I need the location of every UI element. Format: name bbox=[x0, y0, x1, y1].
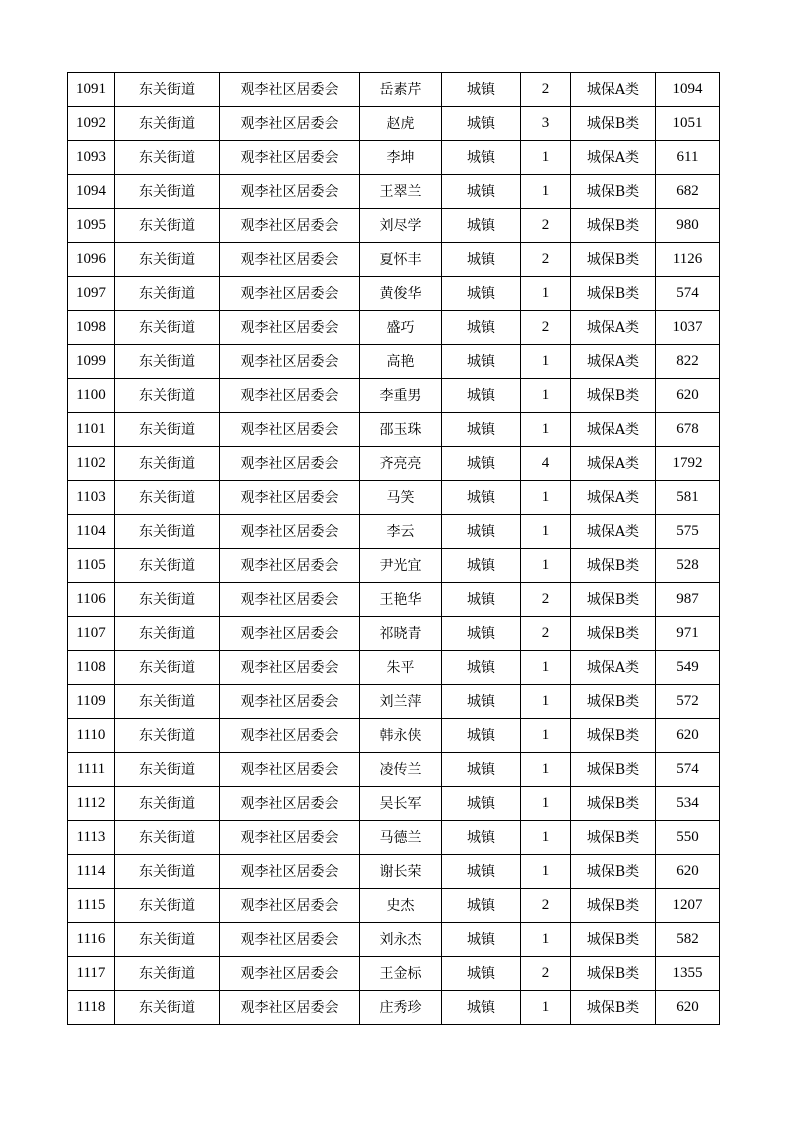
cell-household-size: 1 bbox=[521, 651, 571, 685]
cell-serial-number: 1096 bbox=[68, 243, 115, 277]
table-row bbox=[68, 753, 720, 787]
cell-household-size: 2 bbox=[521, 617, 571, 651]
cell-serial-number: 1103 bbox=[68, 481, 115, 515]
cell-street: 东关街道 bbox=[115, 923, 220, 957]
cell-street: 东关街道 bbox=[115, 855, 220, 889]
table-row bbox=[68, 855, 720, 889]
cell-household-size: 4 bbox=[521, 447, 571, 481]
table-row bbox=[68, 175, 720, 209]
cell-amount: 987 bbox=[656, 583, 720, 617]
table-row bbox=[68, 651, 720, 685]
cell-committee: 观李社区居委会 bbox=[220, 753, 360, 787]
cell-amount: 1051 bbox=[656, 107, 720, 141]
cell-household-size: 1 bbox=[521, 345, 571, 379]
table-row bbox=[68, 107, 720, 141]
cell-person-name: 王翠兰 bbox=[360, 175, 442, 209]
cell-serial-number: 1094 bbox=[68, 175, 115, 209]
cell-committee: 观李社区居委会 bbox=[220, 685, 360, 719]
cell-committee: 观李社区居委会 bbox=[220, 617, 360, 651]
table-row bbox=[68, 787, 720, 821]
cell-area-type: 城镇 bbox=[442, 923, 521, 957]
cell-area-type: 城镇 bbox=[442, 685, 521, 719]
table-row bbox=[68, 923, 720, 957]
cell-area-type: 城镇 bbox=[442, 855, 521, 889]
cell-area-type: 城镇 bbox=[442, 345, 521, 379]
table-row bbox=[68, 345, 720, 379]
cell-household-size: 1 bbox=[521, 855, 571, 889]
cell-amount: 572 bbox=[656, 685, 720, 719]
cell-person-name: 庄秀珍 bbox=[360, 991, 442, 1025]
cell-amount: 582 bbox=[656, 923, 720, 957]
cell-person-name: 夏怀丰 bbox=[360, 243, 442, 277]
cell-area-type: 城镇 bbox=[442, 957, 521, 991]
cell-area-type: 城镇 bbox=[442, 175, 521, 209]
cell-area-type: 城镇 bbox=[442, 413, 521, 447]
cell-person-name: 李重男 bbox=[360, 379, 442, 413]
cell-category: 城保A类 bbox=[571, 447, 656, 481]
cell-street: 东关街道 bbox=[115, 651, 220, 685]
table-row bbox=[68, 379, 720, 413]
cell-person-name: 马笑 bbox=[360, 481, 442, 515]
cell-person-name: 刘尽学 bbox=[360, 209, 442, 243]
cell-person-name: 朱平 bbox=[360, 651, 442, 685]
cell-street: 东关街道 bbox=[115, 379, 220, 413]
table-row bbox=[68, 73, 720, 107]
cell-area-type: 城镇 bbox=[442, 73, 521, 107]
cell-category: 城保B类 bbox=[571, 821, 656, 855]
cell-household-size: 2 bbox=[521, 73, 571, 107]
cell-person-name: 凌传兰 bbox=[360, 753, 442, 787]
table-row bbox=[68, 957, 720, 991]
cell-category: 城保A类 bbox=[571, 651, 656, 685]
cell-household-size: 2 bbox=[521, 311, 571, 345]
cell-person-name: 黄俊华 bbox=[360, 277, 442, 311]
cell-serial-number: 1117 bbox=[68, 957, 115, 991]
relief-roster-table bbox=[67, 72, 720, 1025]
cell-area-type: 城镇 bbox=[442, 617, 521, 651]
cell-committee: 观李社区居委会 bbox=[220, 787, 360, 821]
cell-committee: 观李社区居委会 bbox=[220, 107, 360, 141]
cell-amount: 574 bbox=[656, 753, 720, 787]
cell-street: 东关街道 bbox=[115, 73, 220, 107]
cell-serial-number: 1104 bbox=[68, 515, 115, 549]
cell-area-type: 城镇 bbox=[442, 991, 521, 1025]
cell-street: 东关街道 bbox=[115, 515, 220, 549]
table-row bbox=[68, 719, 720, 753]
cell-category: 城保B类 bbox=[571, 617, 656, 651]
cell-committee: 观李社区居委会 bbox=[220, 821, 360, 855]
cell-serial-number: 1099 bbox=[68, 345, 115, 379]
cell-street: 东关街道 bbox=[115, 787, 220, 821]
cell-household-size: 1 bbox=[521, 379, 571, 413]
cell-person-name: 史杰 bbox=[360, 889, 442, 923]
cell-category: 城保A类 bbox=[571, 345, 656, 379]
cell-category: 城保B类 bbox=[571, 685, 656, 719]
cell-area-type: 城镇 bbox=[442, 549, 521, 583]
cell-category: 城保B类 bbox=[571, 719, 656, 753]
cell-amount: 1037 bbox=[656, 311, 720, 345]
table-row bbox=[68, 311, 720, 345]
cell-serial-number: 1110 bbox=[68, 719, 115, 753]
cell-committee: 观李社区居委会 bbox=[220, 889, 360, 923]
cell-category: 城保B类 bbox=[571, 277, 656, 311]
cell-area-type: 城镇 bbox=[442, 719, 521, 753]
table-row bbox=[68, 583, 720, 617]
cell-amount: 534 bbox=[656, 787, 720, 821]
cell-amount: 620 bbox=[656, 719, 720, 753]
cell-category: 城保B类 bbox=[571, 379, 656, 413]
table-row bbox=[68, 413, 720, 447]
table-row bbox=[68, 481, 720, 515]
cell-household-size: 1 bbox=[521, 277, 571, 311]
cell-category: 城保B类 bbox=[571, 583, 656, 617]
cell-serial-number: 1106 bbox=[68, 583, 115, 617]
cell-serial-number: 1102 bbox=[68, 447, 115, 481]
cell-household-size: 1 bbox=[521, 991, 571, 1025]
cell-serial-number: 1108 bbox=[68, 651, 115, 685]
cell-household-size: 1 bbox=[521, 923, 571, 957]
cell-category: 城保B类 bbox=[571, 787, 656, 821]
cell-amount: 549 bbox=[656, 651, 720, 685]
cell-category: 城保A类 bbox=[571, 73, 656, 107]
cell-person-name: 盛巧 bbox=[360, 311, 442, 345]
table-row bbox=[68, 243, 720, 277]
cell-area-type: 城镇 bbox=[442, 277, 521, 311]
cell-committee: 观李社区居委会 bbox=[220, 957, 360, 991]
cell-amount: 550 bbox=[656, 821, 720, 855]
cell-serial-number: 1113 bbox=[68, 821, 115, 855]
cell-amount: 678 bbox=[656, 413, 720, 447]
cell-serial-number: 1109 bbox=[68, 685, 115, 719]
cell-serial-number: 1097 bbox=[68, 277, 115, 311]
cell-amount: 528 bbox=[656, 549, 720, 583]
cell-person-name: 赵虎 bbox=[360, 107, 442, 141]
cell-committee: 观李社区居委会 bbox=[220, 175, 360, 209]
cell-household-size: 2 bbox=[521, 957, 571, 991]
table-row bbox=[68, 889, 720, 923]
cell-category: 城保B类 bbox=[571, 753, 656, 787]
cell-household-size: 1 bbox=[521, 515, 571, 549]
cell-amount: 575 bbox=[656, 515, 720, 549]
cell-street: 东关街道 bbox=[115, 345, 220, 379]
cell-person-name: 马德兰 bbox=[360, 821, 442, 855]
table-row bbox=[68, 685, 720, 719]
cell-serial-number: 1098 bbox=[68, 311, 115, 345]
table-row bbox=[68, 821, 720, 855]
cell-street: 东关街道 bbox=[115, 821, 220, 855]
cell-serial-number: 1107 bbox=[68, 617, 115, 651]
cell-area-type: 城镇 bbox=[442, 821, 521, 855]
cell-area-type: 城镇 bbox=[442, 651, 521, 685]
cell-person-name: 王金标 bbox=[360, 957, 442, 991]
cell-serial-number: 1095 bbox=[68, 209, 115, 243]
cell-serial-number: 1111 bbox=[68, 753, 115, 787]
cell-serial-number: 1101 bbox=[68, 413, 115, 447]
cell-area-type: 城镇 bbox=[442, 311, 521, 345]
cell-household-size: 2 bbox=[521, 889, 571, 923]
cell-household-size: 1 bbox=[521, 413, 571, 447]
cell-street: 东关街道 bbox=[115, 107, 220, 141]
cell-person-name: 岳素芹 bbox=[360, 73, 442, 107]
cell-amount: 611 bbox=[656, 141, 720, 175]
cell-serial-number: 1118 bbox=[68, 991, 115, 1025]
cell-area-type: 城镇 bbox=[442, 379, 521, 413]
cell-amount: 574 bbox=[656, 277, 720, 311]
cell-person-name: 刘兰萍 bbox=[360, 685, 442, 719]
cell-committee: 观李社区居委会 bbox=[220, 209, 360, 243]
cell-amount: 1792 bbox=[656, 447, 720, 481]
cell-serial-number: 1115 bbox=[68, 889, 115, 923]
cell-street: 东关街道 bbox=[115, 889, 220, 923]
cell-street: 东关街道 bbox=[115, 413, 220, 447]
cell-household-size: 1 bbox=[521, 753, 571, 787]
cell-committee: 观李社区居委会 bbox=[220, 345, 360, 379]
cell-household-size: 1 bbox=[521, 481, 571, 515]
cell-area-type: 城镇 bbox=[442, 889, 521, 923]
cell-household-size: 1 bbox=[521, 685, 571, 719]
table-row bbox=[68, 277, 720, 311]
cell-committee: 观李社区居委会 bbox=[220, 515, 360, 549]
cell-committee: 观李社区居委会 bbox=[220, 651, 360, 685]
cell-area-type: 城镇 bbox=[442, 787, 521, 821]
cell-category: 城保B类 bbox=[571, 175, 656, 209]
cell-committee: 观李社区居委会 bbox=[220, 311, 360, 345]
cell-amount: 1207 bbox=[656, 889, 720, 923]
cell-category: 城保B类 bbox=[571, 243, 656, 277]
cell-street: 东关街道 bbox=[115, 957, 220, 991]
cell-household-size: 1 bbox=[521, 719, 571, 753]
cell-person-name: 高艳 bbox=[360, 345, 442, 379]
cell-household-size: 1 bbox=[521, 549, 571, 583]
cell-committee: 观李社区居委会 bbox=[220, 719, 360, 753]
cell-amount: 620 bbox=[656, 855, 720, 889]
cell-committee: 观李社区居委会 bbox=[220, 277, 360, 311]
cell-committee: 观李社区居委会 bbox=[220, 583, 360, 617]
cell-committee: 观李社区居委会 bbox=[220, 923, 360, 957]
cell-street: 东关街道 bbox=[115, 991, 220, 1025]
cell-street: 东关街道 bbox=[115, 209, 220, 243]
cell-serial-number: 1091 bbox=[68, 73, 115, 107]
cell-amount: 1355 bbox=[656, 957, 720, 991]
cell-amount: 971 bbox=[656, 617, 720, 651]
table-row bbox=[68, 515, 720, 549]
cell-category: 城保A类 bbox=[571, 311, 656, 345]
cell-area-type: 城镇 bbox=[442, 753, 521, 787]
cell-person-name: 韩永侠 bbox=[360, 719, 442, 753]
cell-committee: 观李社区居委会 bbox=[220, 379, 360, 413]
cell-street: 东关街道 bbox=[115, 243, 220, 277]
cell-committee: 观李社区居委会 bbox=[220, 481, 360, 515]
cell-street: 东关街道 bbox=[115, 141, 220, 175]
cell-category: 城保B类 bbox=[571, 957, 656, 991]
cell-committee: 观李社区居委会 bbox=[220, 549, 360, 583]
cell-area-type: 城镇 bbox=[442, 141, 521, 175]
cell-street: 东关街道 bbox=[115, 175, 220, 209]
cell-household-size: 1 bbox=[521, 141, 571, 175]
table-row bbox=[68, 209, 720, 243]
cell-person-name: 李坤 bbox=[360, 141, 442, 175]
cell-street: 东关街道 bbox=[115, 549, 220, 583]
cell-person-name: 尹光宜 bbox=[360, 549, 442, 583]
cell-area-type: 城镇 bbox=[442, 209, 521, 243]
cell-household-size: 3 bbox=[521, 107, 571, 141]
cell-amount: 581 bbox=[656, 481, 720, 515]
cell-amount: 620 bbox=[656, 991, 720, 1025]
cell-serial-number: 1092 bbox=[68, 107, 115, 141]
cell-person-name: 李云 bbox=[360, 515, 442, 549]
table-row bbox=[68, 991, 720, 1025]
cell-person-name: 吴长军 bbox=[360, 787, 442, 821]
cell-committee: 观李社区居委会 bbox=[220, 73, 360, 107]
cell-area-type: 城镇 bbox=[442, 243, 521, 277]
cell-street: 东关街道 bbox=[115, 481, 220, 515]
cell-category: 城保A类 bbox=[571, 413, 656, 447]
cell-category: 城保A类 bbox=[571, 141, 656, 175]
cell-category: 城保B类 bbox=[571, 855, 656, 889]
cell-category: 城保B类 bbox=[571, 889, 656, 923]
cell-serial-number: 1100 bbox=[68, 379, 115, 413]
cell-household-size: 2 bbox=[521, 243, 571, 277]
cell-street: 东关街道 bbox=[115, 617, 220, 651]
cell-amount: 1126 bbox=[656, 243, 720, 277]
cell-household-size: 2 bbox=[521, 583, 571, 617]
cell-area-type: 城镇 bbox=[442, 447, 521, 481]
cell-person-name: 祁晓青 bbox=[360, 617, 442, 651]
cell-amount: 1094 bbox=[656, 73, 720, 107]
cell-category: 城保A类 bbox=[571, 515, 656, 549]
table-row bbox=[68, 447, 720, 481]
cell-amount: 620 bbox=[656, 379, 720, 413]
cell-street: 东关街道 bbox=[115, 685, 220, 719]
cell-street: 东关街道 bbox=[115, 753, 220, 787]
cell-amount: 822 bbox=[656, 345, 720, 379]
cell-household-size: 1 bbox=[521, 821, 571, 855]
cell-amount: 980 bbox=[656, 209, 720, 243]
cell-category: 城保B类 bbox=[571, 923, 656, 957]
cell-household-size: 2 bbox=[521, 209, 571, 243]
cell-serial-number: 1112 bbox=[68, 787, 115, 821]
table-row bbox=[68, 141, 720, 175]
cell-committee: 观李社区居委会 bbox=[220, 243, 360, 277]
cell-area-type: 城镇 bbox=[442, 583, 521, 617]
cell-serial-number: 1105 bbox=[68, 549, 115, 583]
cell-serial-number: 1093 bbox=[68, 141, 115, 175]
cell-street: 东关街道 bbox=[115, 277, 220, 311]
cell-category: 城保B类 bbox=[571, 209, 656, 243]
cell-category: 城保B类 bbox=[571, 107, 656, 141]
cell-category: 城保B类 bbox=[571, 549, 656, 583]
cell-person-name: 王艳华 bbox=[360, 583, 442, 617]
cell-committee: 观李社区居委会 bbox=[220, 991, 360, 1025]
cell-street: 东关街道 bbox=[115, 447, 220, 481]
cell-person-name: 邵玉珠 bbox=[360, 413, 442, 447]
cell-person-name: 齐亮亮 bbox=[360, 447, 442, 481]
cell-area-type: 城镇 bbox=[442, 515, 521, 549]
cell-committee: 观李社区居委会 bbox=[220, 447, 360, 481]
cell-amount: 682 bbox=[656, 175, 720, 209]
cell-committee: 观李社区居委会 bbox=[220, 413, 360, 447]
table-row bbox=[68, 549, 720, 583]
cell-committee: 观李社区居委会 bbox=[220, 141, 360, 175]
cell-street: 东关街道 bbox=[115, 311, 220, 345]
table-row bbox=[68, 617, 720, 651]
cell-category: 城保B类 bbox=[571, 991, 656, 1025]
cell-serial-number: 1116 bbox=[68, 923, 115, 957]
cell-person-name: 谢长荣 bbox=[360, 855, 442, 889]
cell-category: 城保A类 bbox=[571, 481, 656, 515]
cell-household-size: 1 bbox=[521, 175, 571, 209]
cell-household-size: 1 bbox=[521, 787, 571, 821]
cell-area-type: 城镇 bbox=[442, 107, 521, 141]
table-body bbox=[68, 73, 720, 1025]
cell-serial-number: 1114 bbox=[68, 855, 115, 889]
cell-person-name: 刘永杰 bbox=[360, 923, 442, 957]
cell-street: 东关街道 bbox=[115, 719, 220, 753]
cell-street: 东关街道 bbox=[115, 583, 220, 617]
cell-committee: 观李社区居委会 bbox=[220, 855, 360, 889]
cell-area-type: 城镇 bbox=[442, 481, 521, 515]
